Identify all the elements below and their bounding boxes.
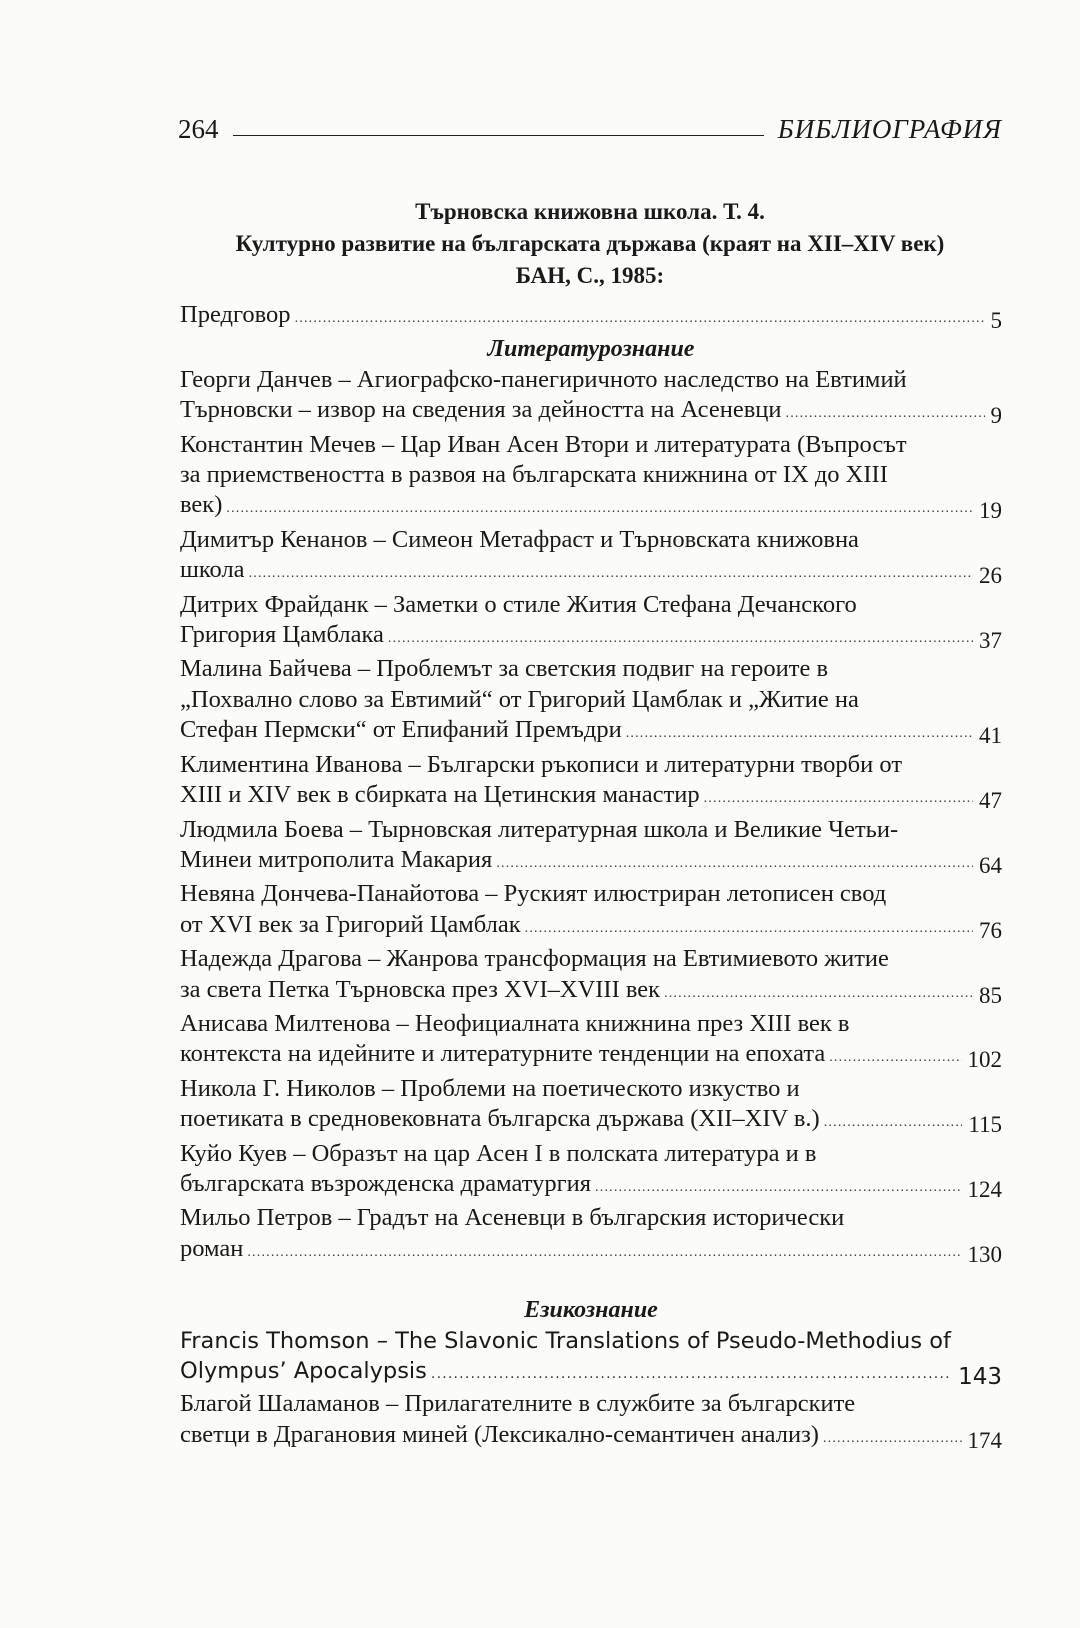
toc-entry-last-line (180, 845, 1002, 879)
toc-entry-line: Малина Байчева – Проблемът за светския подвиг на героите в (180, 655, 829, 683)
dot-leader (226, 494, 973, 524)
toc-entry-line: Климентина Иванова – Български ръкописи и литературни творби от (180, 750, 903, 778)
toc-page-number: 47 (979, 788, 1002, 814)
toc-entry-text: светци в Драгановия миней (Лексикално-семантичен анализ) (180, 1420, 819, 1448)
dot-leader (704, 784, 973, 814)
toc-entry-last-line (180, 620, 1002, 654)
book-heading (178, 196, 1002, 292)
toc-entry (180, 879, 1002, 944)
toc-page-number: 130 (967, 1241, 1002, 1267)
toc-entry (180, 1326, 1002, 1390)
book-publisher: БАН, С., 1985: (515, 263, 665, 288)
toc-entry-last-line (180, 1104, 1002, 1138)
toc-entry-last-line (180, 715, 1002, 749)
dot-leader (823, 1424, 962, 1454)
dot-leader (824, 1108, 963, 1138)
toc-entry-text: контекста на идейните и литературните тенденции на епохата (180, 1040, 826, 1068)
toc-entry-line: Надежда Драгова – Жанрова трансформация на Евтимиевото житие (180, 945, 889, 973)
toc-entry-last-line (180, 300, 1002, 334)
toc-entry-text: школа (180, 556, 245, 584)
toc-page-number: 5 (990, 308, 1002, 333)
toc-entry-text: Olympus’ Apocalypsis (180, 1358, 427, 1384)
toc-entry-line: Анисава Милтенова – Неофициалната книжнина през XIII век в (180, 1009, 850, 1037)
toc-entry-last-line (180, 780, 1002, 814)
toc-entry (180, 750, 1002, 815)
toc-entry-line: „Похвално слово за Евтимий“ от Григорий Цамблак и „Житие на (180, 685, 859, 713)
toc-entry-text: век) (180, 491, 223, 519)
toc-page-number: 143 (958, 1364, 1002, 1390)
toc-entry-line: Francis Thomson – The Slavonic Translations of Pseudo-Methodius of (180, 1327, 951, 1354)
toc-entry-last-line (180, 1356, 1002, 1389)
dot-leader (496, 849, 973, 879)
toc-entry (180, 1009, 1002, 1074)
page-number: 264 (178, 114, 219, 144)
toc-entry-text: българската възрожденска драматургия (180, 1169, 592, 1197)
toc-entry-last-line (180, 1234, 1002, 1268)
toc-entry-last-line (180, 1420, 1002, 1454)
toc-entry (180, 944, 1002, 1009)
toc-entry-line: Димитър Кенанов – Симеон Метафраст и Търновската книжовна (180, 525, 859, 553)
toc-entry-line: Мильо Петров – Градът на Асеневци в българския исторически (180, 1204, 845, 1232)
toc-entry-line: Константин Мечев – Цар Иван Асен Втори и литературата (Въпросът (180, 430, 907, 458)
toc-entry-line: за приемствеността в развоя на българската книжнина от IX до XIII (180, 461, 888, 489)
toc-entry-line: Невяна Дончева-Панайотова – Руският илюстриран летописен свод (180, 880, 887, 908)
header-rule (233, 135, 764, 136)
toc-entry (180, 1389, 1002, 1454)
toc-entry (180, 590, 1002, 655)
dot-leader (295, 304, 985, 334)
toc-entry-text: XIII и XIV век в сбирката на Цетинския манастир (180, 781, 700, 809)
running-head (178, 104, 1002, 144)
toc-entry-last-line (180, 1169, 1002, 1203)
toc-entry (180, 654, 1002, 749)
toc-page-number: 64 (979, 852, 1002, 878)
toc-page-number: 37 (979, 628, 1002, 654)
dot-leader (247, 1238, 961, 1268)
toc-entry-last-line (180, 1039, 1002, 1073)
toc-entry-line: Людмила Боева – Тырновская литературная школа и Великие Четьи- (180, 815, 899, 843)
toc-entry-line: Благой Шаламанов – Прилагателните в службите за българските (180, 1390, 856, 1418)
toc-page-number: 115 (968, 1112, 1002, 1138)
book-title: Търновска книжовна школа. Т. 4. (415, 199, 765, 224)
toc-entry-text: Стефан Пермски“ от Епифаний Премъдри (180, 716, 622, 744)
toc-entry-text: Търновски – извор на сведения за дейността на Асеневци (180, 396, 782, 424)
toc-entry (180, 300, 1002, 334)
dot-leader (431, 1359, 952, 1389)
toc-entry (180, 815, 1002, 880)
toc-page-number: 102 (967, 1047, 1002, 1073)
toc-entry-text: роман (180, 1234, 244, 1262)
dot-leader (626, 719, 973, 749)
toc-entry-last-line (180, 395, 1002, 429)
toc-entry-last-line (180, 555, 1002, 589)
dot-leader (664, 979, 973, 1009)
dot-leader (525, 914, 973, 944)
toc-entry-line: Куйо Куев – Образът на цар Асен I в полската литература и в (180, 1139, 817, 1167)
dot-leader (388, 624, 973, 654)
toc-page-number: 9 (990, 403, 1002, 429)
toc-entry (180, 1139, 1002, 1204)
toc-entry-last-line (180, 975, 1002, 1009)
toc-entry-text: Минеи митрополита Макария (180, 845, 493, 873)
toc-page-number: 41 (979, 723, 1002, 749)
toc-entry (180, 1074, 1002, 1139)
dot-leader (595, 1173, 961, 1203)
dot-leader (786, 399, 985, 429)
dot-leader (829, 1043, 961, 1073)
toc-entry-last-line (180, 910, 1002, 944)
toc-entry-text: поетиката в средновековната българска държава (XII–XIV в.) (180, 1105, 820, 1133)
dot-leader (249, 559, 973, 589)
toc-entry-text: от XVI век за Григорий Цамблак (180, 910, 521, 938)
toc-entry-line: Георги Данчев – Агиографско-панегиричното наследство на Евтимий (180, 365, 907, 393)
toc-entry-text: Григория Цамблака (180, 621, 384, 649)
toc-entry (180, 525, 1002, 590)
toc-page-number: 26 (979, 563, 1002, 589)
table-of-contents (180, 300, 1002, 1454)
toc-entry (180, 1203, 1002, 1268)
book-subtitle: Културно развитие на българската държава (краят на XII–XIV век) (235, 231, 945, 256)
running-title: БИБЛИОГРАФИЯ (777, 114, 1002, 144)
section-heading: Литературознание (487, 336, 695, 363)
toc-entry-last-line (180, 490, 1002, 524)
toc-page-number: 85 (979, 982, 1002, 1008)
section-heading: Езикознание (524, 1297, 658, 1324)
toc-entry-line: Дитрих Фрайданк – Заметки о стиле Жития Стефана Дечанского (180, 590, 857, 618)
toc-page-number: 174 (967, 1427, 1002, 1453)
toc-entry (180, 365, 1002, 430)
toc-entry-line: Никола Г. Николов – Проблеми на поетическото изкуство и (180, 1074, 800, 1102)
toc-entry-text: Предговор (180, 301, 291, 328)
toc-page-number: 76 (979, 917, 1002, 943)
toc-entry-text: за света Петка Търновска през XVI–XVIII век (180, 975, 661, 1003)
toc-page-number: 19 (979, 498, 1002, 524)
toc-page-number: 124 (967, 1176, 1002, 1202)
toc-entry (180, 430, 1002, 525)
